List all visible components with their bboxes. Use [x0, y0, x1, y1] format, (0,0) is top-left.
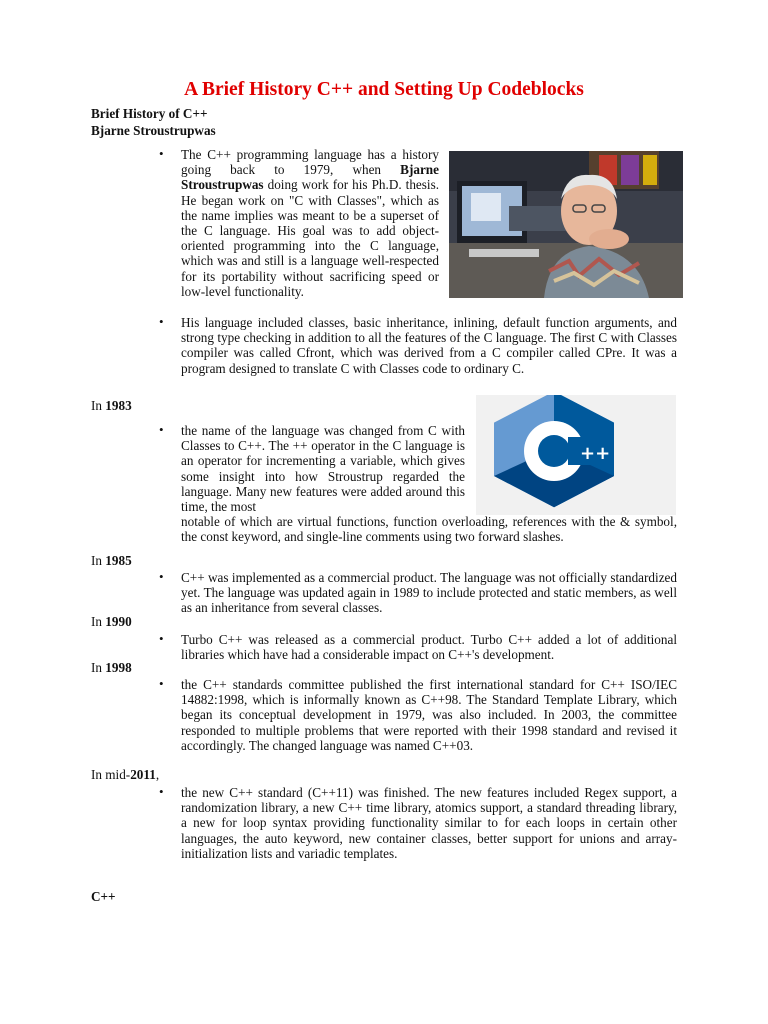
- year-1983-label: In 1983: [91, 398, 132, 413]
- bullet-4-text: C++ was implemented as a commercial product. The language was not officially standardized yet. The language was updated again in 1989 to include protected and static members, as well as an inheritance from several classes.: [181, 570, 677, 616]
- heading-bjarne: Bjarne Stroustrupwas: [91, 123, 216, 138]
- bullet-5-text: Turbo C++ was released as a commercial product. Turbo C++ added a lot of additional libraries which have had a considerable impact on C++'s development.: [181, 632, 677, 663]
- bullet-7-marker: •: [159, 784, 164, 799]
- bullet-1-text: The C++ programming language has a history going back to 1979, when Bjarne Stroustrupwas doing work for his Ph.D. thesis. He began work on "C with Classes", which as the name implies was meant to be a superset of the C language. His goal was to add object-oriented programming into the C language, which was and still is a language well-respected for its portability without sacrificing speed or low-level functionality.: [181, 147, 439, 299]
- page-title: A Brief History C++ and Setting Up Codeblocks: [184, 79, 584, 100]
- year-1998-label: In 1998: [91, 660, 132, 675]
- year-2011-label: In mid-2011,: [91, 767, 160, 782]
- bullet-6-marker: •: [159, 676, 164, 691]
- heading-brief-history: Brief History of C++: [91, 106, 208, 121]
- section-cpp-heading: C++: [91, 889, 116, 904]
- bullet-3-marker: •: [159, 422, 164, 437]
- bullet-3-text-full: notable of which are virtual functions, function overloading, references with the & symbol, the const keyword, and single-line comments using two forward slashes.: [181, 514, 677, 545]
- bullet-2-marker: •: [159, 314, 164, 329]
- bullet-1-marker: •: [159, 146, 164, 161]
- bullet-3-text-wrapped: the name of the language was changed from C with Classes to C++. The ++ operator in the C language is an operator for incrementing a variable, which gives some insight into how Stroustrup regarded the language. Many new features were added around this time, the most: [181, 423, 465, 515]
- bullet-4-marker: •: [159, 569, 164, 584]
- bullet-2-text: His language included classes, basic inheritance, inlining, default function arguments, and strong type checking in addition to all the features of the C language. The first C with Classes compiler was called Cfront, which was derived from a C compiler called CPre. It was a program designed to translate C with Classes code to ordinary C.: [181, 315, 677, 376]
- bullet-6-text: the C++ standards committee published the first international standard for C++ ISO/IEC 14882:1998, which is informally known as C++98. The Standard Template Library, which began its conceptual development in 1979, was also included. In 2003, the committee responded to multiple problems that were reported with their 1998 standard and revised it accordingly. The changed language was named C++03.: [181, 677, 677, 753]
- bjarne-photo: [449, 151, 683, 298]
- bjarne-name: Bjarne Stroustrupwas: [181, 162, 439, 193]
- bullet-5-marker: •: [159, 631, 164, 646]
- logo-plus-text: ++: [580, 443, 611, 464]
- cpp-logo: [476, 395, 676, 515]
- bullet-7-text: the new C++ standard (C++11) was finished. The new features included Regex support, a randomization library, a new C++ time library, atomics support, a standard threading library, a new for loop syntax providing functionality similar to for each loops in certain other languages, the auto keyword, new container classes, better support for unions and array-initialization lists and variadic templates.: [181, 785, 677, 861]
- year-1985-label: In 1985: [91, 553, 132, 568]
- year-1990-label: In 1990: [91, 614, 132, 629]
